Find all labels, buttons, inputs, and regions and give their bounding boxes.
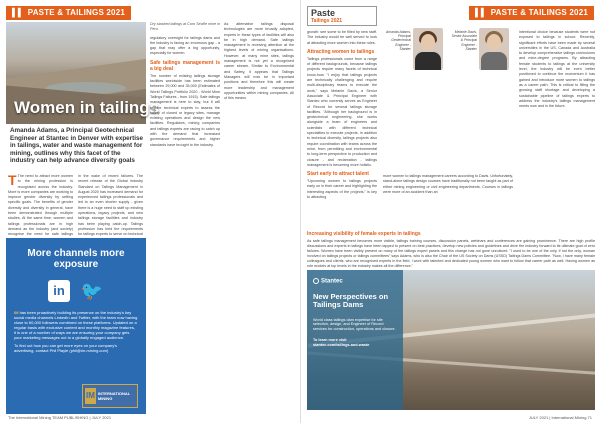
ad-headline: More channels more exposure [27, 248, 125, 270]
article-column-3 [224, 22, 294, 103]
article-column-b: more women to tailings management careers according to Davis. Unfortunately, stand-alone tailings design courses have traditionally not been taught as part of either mining engineering or civil engineering departments. Courses in tailings were more of an accident than an [383, 174, 513, 194]
article-column-c: intentional choice because students were not exposed to tailings in school. Recently, significant efforts have been made by several universities in the US, Canada and Australia to develop comprehensive tailings curriculums and mine-degree programs. By attracting female students to tailings at the university level, the industry will be even better positioned to continue the momentum it has gained and introduce more women to tailings as a career path. This is critical to filling the growing staff shortage and developing a sustainable pipeline of tailings experts to address the industry's tailings management needs now and in the future. [519, 30, 595, 109]
ad-contact: To find out how you can get more eyes on your company's advertising, contact Phil Playle (phil@im-mining.com) [14, 343, 118, 353]
paste-tailings-logo: Paste Tailings 2021 [307, 6, 377, 26]
im-logo-text: INTERNATIONAL MINING [97, 391, 131, 401]
portrait-caption-davis: Melanie Davis, Senior Associate & Principal Engineer - Stantec [451, 30, 477, 51]
ad-description: World class tailings dam expertise for site selection, design, and Engineer of Record services for construction, operations and closure. [313, 317, 396, 332]
portrait-davis [479, 28, 509, 70]
portrait-caption-adams: Amanda Adams, Principal Geotechnical Engineer - Stantec [386, 30, 411, 51]
stantec-advertisement[interactable] [307, 270, 595, 410]
international-mining-logo [82, 384, 138, 408]
article-column-2 [150, 22, 220, 150]
ad-body: IM has been proactively building its presence on the industry's key social media channels LinkedIn and Twitter, with the team now having close to 60,000 followers combined on these platforms. Updated on a regular basis with exclusive content and monthly magazine features, it is one of a number of ways we are ensuring your company gets your marketing messages out to a globally engaged audience. [14, 310, 138, 340]
section-banner: ▌▌ PASTE & TAILINGS 2021 [469, 6, 594, 20]
ad-panel [307, 270, 403, 410]
im-logo-mark: IM [85, 388, 96, 404]
paragraph: regulatory oversight for tailings dams and the industry is facing an enormous gap - a gap that may offer a big opportunity, especially for women. [150, 35, 220, 56]
bars-icon: ▌▌ [12, 8, 24, 17]
subheading: Attracting women to tailings [307, 48, 375, 55]
paragraph: As alternative tailings disposal technologies are more broadly adopted, experts in these types of facilities will also be in high demand. Safe tailings management is receiving attention at the highest levels of mining organisations. However, at many mine sites, tailings management is not yet a recognised career stream. Similar to Environmental and Safety, it appears that Tailings Managers will now be in important positions and therefore this will create more leadership and management opportunities within mining companies. All of this means [224, 22, 294, 101]
bars-icon: ▌▌ [474, 8, 487, 17]
im-advertisement[interactable] [6, 238, 146, 414]
drop-cap: T [8, 172, 17, 188]
stantec-logo: Stantec [313, 278, 397, 285]
paragraph: As safe tailings management becomes more visible, tailings training courses, discussion panels, webinars and conferences are gaining prominence. There are high profile discussions and experts in tailings have been tapped to present on best practices, develop new policies and guidelines and drive the industry forward to its ultimate goal of zero failures. Women have been visibly present on many of the tailings expert panels and this change has not gone unnoticed. "I used to be one of the only, if not the only, woman involved on tailings projects or tailings committees" says Adams, who is also the Chair of the US Society on Dams (USSD) Tailings Dams Committee. "Now, I have many female colleagues and clients, who are recognised experts in the field. I work with talented and dedicated young women who want to follow that career path as well. Having women as role models at top levels in the industry makes all the difference." [307, 239, 595, 269]
paragraph: growth: see some to be filled by new staff. The industry would be well served to look at attracting more women into these roles. [307, 30, 377, 45]
page-footer: The International Mining TEAM PUBLISHING | JULY 2021 [8, 415, 112, 420]
social-icons [14, 280, 138, 302]
subheading: Increasing visibility of female experts in tailings [307, 231, 421, 237]
page-footer: JULY 2021 | International Mining 71 [528, 415, 592, 420]
stantec-logo-icon [313, 278, 319, 284]
ad-headline: New Perspectives on Tailings Dams [313, 291, 389, 310]
portrait-adams [413, 28, 443, 70]
subheading: Start early to attract talent [307, 171, 369, 178]
article-title: Women in tailings [14, 98, 160, 117]
ad-link[interactable]: stantec.com/tailings-and-waste [313, 342, 370, 347]
article-section-visibility [307, 228, 595, 272]
subheading: Safe tailings management is a big deal [150, 59, 220, 72]
article-byline: Amanda Adams, a Principal Geotechnical Engineer at Stantec in Denver with expertise in tailings, water and waste management for mining, outlines why this facet of the industry can help advance diversity goals [10, 127, 143, 165]
paragraph: The number of existing tailings storage facilities worldwide has been estimated between 29,000 and 35,000 (Estimates of World Tailings Portfolio 2020 - World Mine Tailings Failures - from 1915). Safe tailings management is here to stay, but it will require technical experts to assess the safety of closed or legacy sites, manage existing operations and design the new facilities. Regulators, mining companies and tailings experts are racing to catch up with the demand that increased governance requirements and higher standards have brought to the industry. [150, 73, 220, 147]
right-page [300, 0, 600, 423]
photo-caption: Dry stacked tailings at Coro Seville mine in Peru [150, 22, 220, 32]
section-banner: ▌▌ PASTE & TAILINGS 2021 [6, 6, 131, 20]
linkedin-icon[interactable]: in [48, 280, 70, 302]
ad-link-label: To learn more visit [313, 337, 347, 342]
article-column-1b: in the wake of recent failures. The recent release of the Global Industry Standard on Tailings Management in August 2020 has increased demand for experienced tailings professionals and led to an even shorter supply - given there is a huge need to staff up existing operations, legacy projects, and new tailings storage facilities and industry has been playing catch-up. Tailings profession has held the requirements for tailings experts to serve on technical [78, 174, 143, 237]
paragraph: Tailings professionals come from a range of different backgrounds, because tailings projects require many facets of technical know-how. "I enjoy that tailings projects are technically challenging and require multi-disciplinary teams to execute the work," says Melanie Davis, a Senior Associate & Principal Engineer with Stantec who currently serves as Engineer of Record for several tailings storage facilities. "Although her background is in geotechnical engineering, she works alongside a team of engineers and scientists with different technical specialities to execute projects. In addition to technical diversity, tailings projects also require coordination with teams across the mine, from permitting and environmental to long-term perspective to production and closure - and reclamation - tailings management is becoming more holistic. [307, 56, 377, 167]
paragraph: "Upcoming women to tailings projects early on in their career and highlighting the interesting aspects of the projects," is key to attracting [307, 179, 377, 200]
article-column-1: T The need to attract more women to the mining profession is recognised across the industry. More is more companies are working to improve gender diversity by setting specific goals. The benefits of gender diversity and diversity in general, have been demonstrated through multiple studies. At the same time, women and tailings professionals are in high demand as the industry (and society) recognise the need for safe tailings [8, 172, 73, 237]
twitter-icon[interactable]: 🐦 [80, 281, 104, 301]
article-column-a [307, 30, 377, 202]
